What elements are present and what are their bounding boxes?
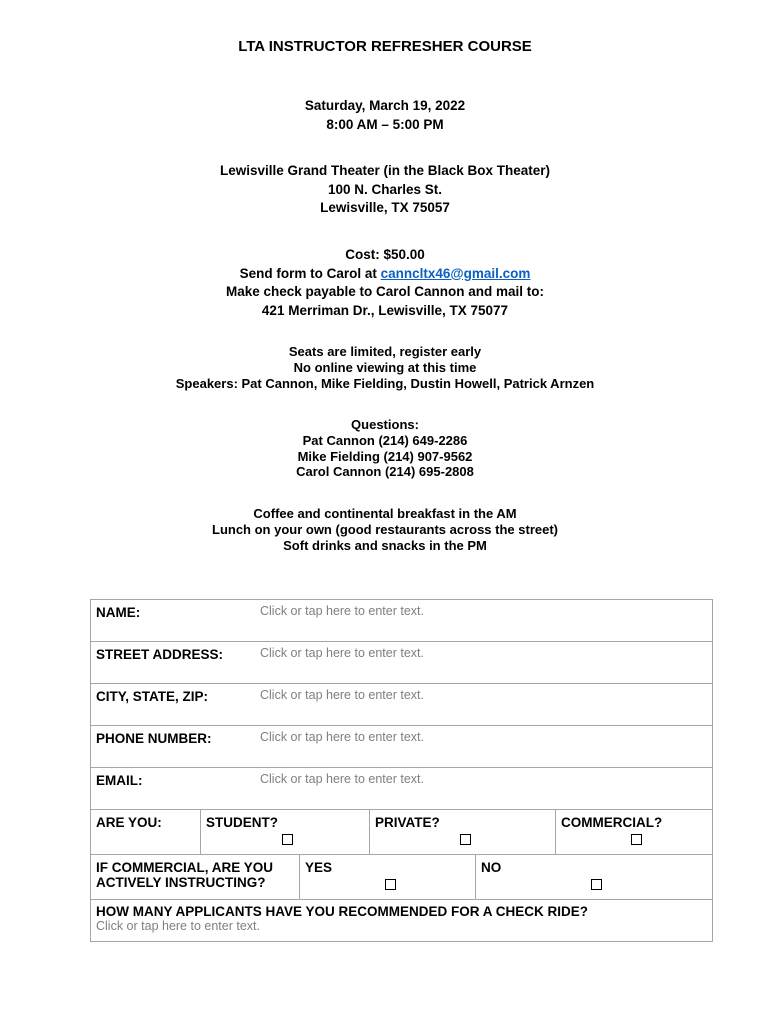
seats-note: Seats are limited, register early — [288, 344, 482, 359]
private-label: PRIVATE? — [375, 815, 440, 830]
yes-cell — [300, 855, 476, 900]
payable-line: Make check payable to Carol Cannon and mail to: — [225, 284, 545, 299]
phone-input[interactable]: Click or tap here to enter text. — [260, 730, 424, 744]
cost-line: Cost: $50.00 — [345, 247, 425, 262]
no-label: NO — [481, 860, 502, 875]
yes-label: YES — [305, 860, 333, 875]
student-cell — [201, 810, 370, 855]
event-date: Saturday, March 19, 2022 — [304, 98, 466, 113]
venue-street: 100 N. Charles St. — [327, 181, 443, 197]
food-lunch: Lunch on your own (good restaurants across the street) — [212, 521, 558, 537]
city-input[interactable]: Click or tap here to enter text. — [260, 688, 424, 702]
event-time: 8:00 AM – 5:00 PM — [326, 116, 444, 132]
commercial-cell — [556, 810, 713, 855]
contact-pat: Pat Cannon (214) 649-2286 — [302, 432, 468, 448]
send-form-prefix: Send form to Carol at — [239, 265, 381, 281]
applicants-row — [91, 900, 713, 942]
venue-city: Lewisville, TX 75057 — [320, 200, 450, 215]
private-cell — [370, 810, 556, 855]
contact-carol: Carol Cannon (214) 695-2808 — [296, 464, 474, 480]
commercial-question: IF COMMERCIAL, ARE YOU ACTIVELY INSTRUCTING? — [96, 860, 274, 890]
commercial-label: COMMERCIAL? — [561, 815, 663, 830]
registration-form — [90, 599, 713, 942]
private-checkbox[interactable] — [460, 834, 471, 845]
venue-name: Lewisville Grand Theater (in the Black Box Theater) — [219, 163, 551, 178]
phone-row — [91, 726, 713, 768]
email-link[interactable]: canncltx46@gmail.com — [380, 265, 531, 281]
event-location — [0, 162, 770, 218]
no-cell — [476, 855, 713, 900]
payment-info — [0, 246, 770, 320]
food-am: Coffee and continental breakfast in the AM — [253, 506, 517, 521]
food-pm: Soft drinks and snacks in the PM — [283, 537, 487, 553]
contact-mike: Mike Fielding (214) 907-9562 — [297, 448, 473, 464]
phone-label: PHONE NUMBER: — [96, 731, 212, 746]
send-form-line — [0, 265, 770, 284]
food-info — [0, 506, 770, 553]
yes-checkbox[interactable] — [385, 879, 396, 890]
student-label: STUDENT? — [206, 815, 278, 830]
are-you-label: ARE YOU: — [96, 815, 162, 830]
commercial-checkbox[interactable] — [631, 834, 642, 845]
questions-heading: Questions: — [351, 417, 419, 432]
contacts-info — [0, 417, 770, 480]
city-row — [91, 684, 713, 726]
name-input[interactable]: Click or tap here to enter text. — [260, 604, 424, 618]
email-label: EMAIL: — [96, 773, 143, 788]
online-note: No online viewing at this time — [293, 359, 477, 375]
name-label: NAME: — [96, 605, 141, 620]
document-title: LTA INSTRUCTOR REFRESHER COURSE — [238, 38, 532, 55]
speakers-line: Speakers: Pat Cannon, Mike Fielding, Dustin Howell, Patrick Arnzen — [175, 375, 595, 391]
are-you-cell — [91, 810, 201, 855]
city-label: CITY, STATE, ZIP: — [96, 689, 209, 704]
email-row — [91, 768, 713, 810]
name-row — [91, 600, 713, 642]
applicants-question: HOW MANY APPLICANTS HAVE YOU RECOMMENDED FOR A CHECK RIDE? — [96, 904, 589, 919]
applicants-input[interactable]: Click or tap here to enter text. — [96, 919, 260, 933]
street-row — [91, 642, 713, 684]
seating-info — [0, 344, 770, 391]
event-datetime — [0, 97, 770, 134]
street-label: STREET ADDRESS: — [96, 647, 224, 662]
street-input[interactable]: Click or tap here to enter text. — [260, 646, 424, 660]
student-checkbox[interactable] — [282, 834, 293, 845]
no-checkbox[interactable] — [591, 879, 602, 890]
commercial-question-cell — [91, 855, 300, 900]
email-input[interactable]: Click or tap here to enter text. — [260, 772, 424, 786]
mail-address: 421 Merriman Dr., Lewisville, TX 75077 — [261, 302, 509, 318]
